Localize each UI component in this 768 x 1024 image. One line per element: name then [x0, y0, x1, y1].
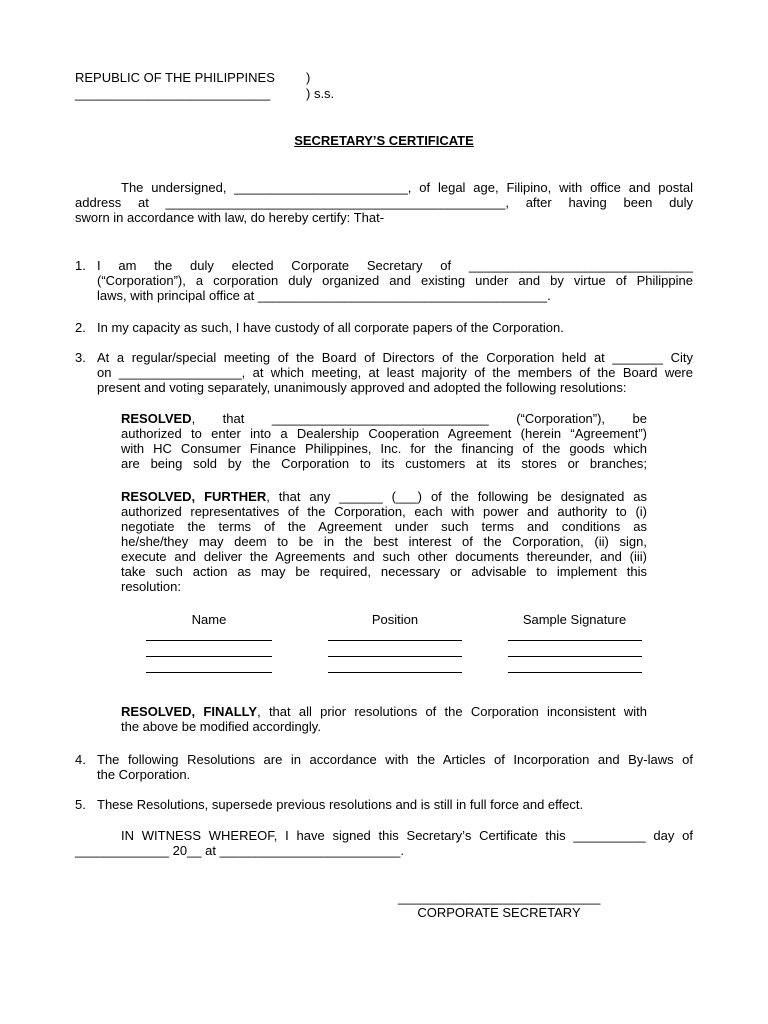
- country-heading: REPUBLIC OF THE PHILIPPINES: [75, 70, 275, 85]
- item-number: 5.: [75, 797, 86, 812]
- position-line: [328, 672, 462, 673]
- resolution-line: [121, 411, 647, 426]
- resolution-text: , that ______________________________ (“Corporation”), be: [191, 411, 647, 426]
- resolution-line: authorized to enter into a Dealership Cooperation Agreement (herein “Agreement”): [121, 426, 647, 441]
- venue-blank: ___________________________: [75, 86, 271, 101]
- item-line: These Resolutions, supersede previous resolutions and is still in full force and effect.: [97, 797, 584, 812]
- resolution-keyword: RESOLVED, FURTHER: [121, 489, 267, 504]
- table-header-signature: Sample Signature: [522, 612, 627, 627]
- item-text: [97, 258, 693, 303]
- resolution-line: execute and deliver the Agreements and such other documents thereunder, and (iii): [121, 549, 647, 564]
- ss-label: ) s.s.: [306, 86, 335, 101]
- position-line: [328, 656, 462, 657]
- item-line: on _________________, at which meeting, at least majority of the members of the Board were: [97, 365, 693, 380]
- item-text: [97, 797, 693, 812]
- resolution-line: authorized representatives of the Corporation, each with power and authority to (i): [121, 504, 647, 519]
- item-line: In my capacity as such, I have custody of all corporate papers of the Corporation.: [97, 320, 564, 335]
- resolution-line: are being sold by the Corporation to its customers at its stores or branches;: [121, 456, 647, 471]
- signature-line: [508, 640, 642, 641]
- witness-line: IN WITNESS WHEREOF, I have signed this Secretary’s Certificate this __________ day of: [121, 828, 693, 843]
- document-title: SECRETARY’S CERTIFICATE: [294, 133, 474, 148]
- resolution-line: the above be modified accordingly.: [121, 719, 321, 734]
- resolution-line: he/she/they may deem to be in the best interest of the Corporation, (ii) sign,: [121, 534, 647, 549]
- name-line: [146, 672, 272, 673]
- item-number: 1.: [75, 258, 86, 273]
- witness-line: _____________ 20__ at _________________________.: [75, 843, 404, 858]
- item-text: [97, 752, 693, 782]
- resolution-line: [121, 489, 647, 504]
- resolution-line: resolution:: [121, 579, 181, 594]
- item-line: laws, with principal office at ________________________________________.: [97, 288, 551, 303]
- corporate-secretary-label: CORPORATE SECRETARY: [417, 905, 581, 920]
- intro-line: The undersigned, ________________________, of legal age, Filipino, with office and postal: [121, 180, 693, 195]
- name-line: [146, 640, 272, 641]
- item-text: [97, 320, 693, 335]
- resolution-2: [121, 489, 647, 594]
- item-line: (“Corporation”), a corporation duly organized and existing under and by virtue of Philippine: [97, 273, 693, 288]
- signature-blank: ____________________________: [398, 890, 601, 905]
- intro-line: sworn in accordance with law, do hereby certify: That-: [75, 210, 385, 225]
- name-line: [146, 656, 272, 657]
- resolution-line: [121, 704, 647, 719]
- item-number: 2.: [75, 320, 86, 335]
- item-text: [97, 350, 693, 395]
- item-line: present and voting separately, unanimously approved and adopted the following resolutions:: [97, 380, 627, 395]
- resolution-1: [121, 411, 647, 471]
- intro-line: address at _______________________________________________, after having been duly: [75, 195, 693, 210]
- item-number: 4.: [75, 752, 86, 767]
- header-paren: ): [306, 70, 311, 85]
- resolution-line: negotiate the terms of the Agreement under such terms and conditions as: [121, 519, 647, 534]
- item-line: the Corporation.: [97, 767, 191, 782]
- resolution-line: take such action as may be required, necessary or advisable to implement this: [121, 564, 647, 579]
- item-number: 3.: [75, 350, 86, 365]
- item-line: The following Resolutions are in accordance with the Articles of Incorporation and By-laws of: [97, 752, 693, 767]
- signature-line: [508, 656, 642, 657]
- signature-line: [508, 672, 642, 673]
- resolution-3: [121, 704, 647, 734]
- table-header-position: Position: [371, 612, 419, 627]
- position-line: [328, 640, 462, 641]
- resolution-text: , that all prior resolutions of the Corporation inconsistent with: [257, 704, 647, 719]
- resolution-keyword: RESOLVED, FINALLY: [121, 704, 258, 719]
- resolution-line: with HC Consumer Finance Philippines, Inc. for the financing of the goods which: [121, 441, 647, 456]
- resolution-text: , that any ______ (___) of the following be designated as: [266, 489, 647, 504]
- resolution-keyword: RESOLVED: [121, 411, 192, 426]
- item-line: I am the duly elected Corporate Secretary of _______________________________: [97, 258, 693, 273]
- item-line: At a regular/special meeting of the Board of Directors of the Corporation held at _______ City: [97, 350, 693, 365]
- witness-paragraph: [75, 828, 693, 858]
- table-header-name: Name: [191, 612, 227, 627]
- intro-paragraph: [75, 180, 693, 225]
